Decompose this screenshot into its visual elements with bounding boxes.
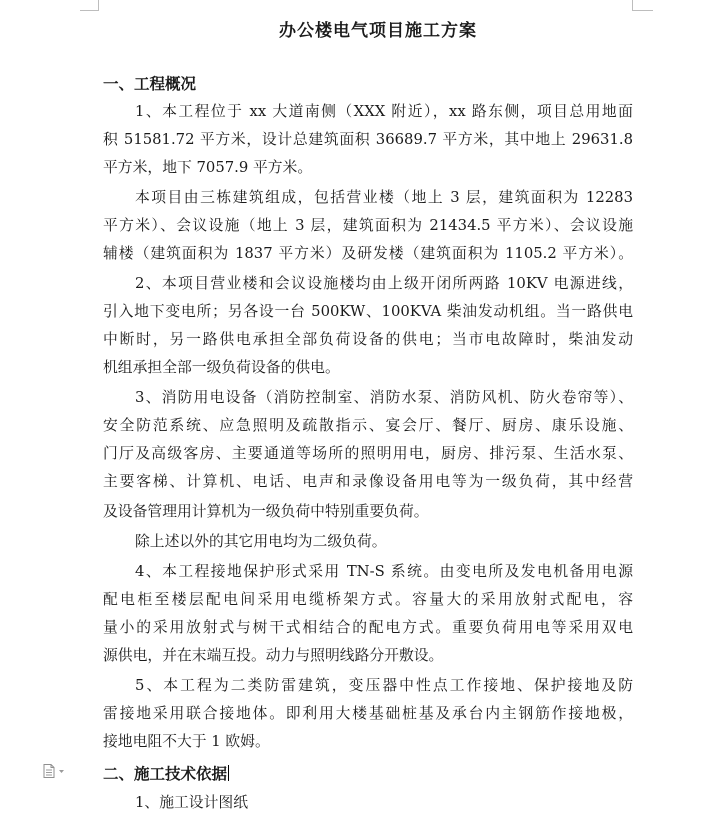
body-line: 引入地下变电所；另各设一台 500KW、100KVA 柴油发动机组。当一路供电 bbox=[103, 303, 633, 320]
section-heading-overview: 一、工程概况 bbox=[103, 74, 197, 93]
body-line: 接地电阻不大于 1 欧姆。 bbox=[103, 733, 270, 750]
body-line: 本项目由三栋建筑组成，包括营业楼（地上 3 层，建筑面积为 12283 bbox=[135, 189, 633, 206]
body-line: 除上述以外的其它用电均为二级负荷。 bbox=[135, 533, 387, 550]
body-line: 机组承担全部一级负荷设备的供电。 bbox=[103, 359, 340, 376]
body-line: 2、本项目营业楼和会议设施楼均由上级开闭所两路 10KV 电源进线， bbox=[135, 275, 633, 292]
crop-mark-top-left bbox=[80, 0, 99, 11]
section-heading-text: 二、施工技术依据 bbox=[103, 764, 228, 783]
crop-mark-top-right bbox=[632, 0, 653, 11]
list-item: 1、施工设计图纸 bbox=[135, 794, 248, 811]
document-options-icon[interactable] bbox=[42, 763, 66, 777]
body-line: 主要客梯、计算机、电话、电声和录像设备用电等为一级负荷，其中经营 bbox=[103, 473, 633, 490]
body-line: 雷接地采用联合接地体。即利用大楼基础桩基及承台内主钢筋作接地极， bbox=[103, 705, 633, 722]
body-line: 中断时，另一路供电承担全部负荷设备的供电；当市电故障时，柴油发动 bbox=[103, 331, 633, 348]
body-line: 门厅及高级客房、主要通道等场所的照明用电，厨房、排污泵、生活水泵、 bbox=[103, 445, 633, 462]
body-line: 平方米，地下 7057.9 平方米。 bbox=[103, 159, 313, 176]
body-line: 积 51581.72 平方米，设计总建筑面积 36689.7 平方米，其中地上 29631.8 bbox=[103, 131, 633, 148]
body-line: 源供电，并在末端互投。动力与照明线路分开敷设。 bbox=[103, 647, 444, 664]
body-line: 量小的采用放射式与树干式相结合的配电方式。重要负荷用电等采用双电 bbox=[103, 619, 633, 636]
body-line: 平方米）、会议设施（地上 3 层，建筑面积为 21434.5 平方米）、会议设施 bbox=[103, 217, 633, 234]
body-line: 配电柜至楼层配电间采用电缆桥架方式。容量大的采用放射式配电，容 bbox=[103, 591, 633, 608]
body-line: 4、本工程接地保护形式采用 TN-S 系统。由变电所及发电机备用电源 bbox=[135, 563, 633, 580]
section-heading-technical-basis[interactable] bbox=[103, 762, 229, 784]
body-line: 1、本工程位于 xx 大道南侧（XXX 附近），xx 路东侧，项目总用地面 bbox=[135, 103, 633, 120]
body-line: 5、本工程为二类防雷建筑，变压器中性点工作接地、保护接地及防 bbox=[135, 677, 633, 694]
body-line: 辅楼（建筑面积为 1837 平方米）及研发楼（建筑面积为 1105.2 平方米）。 bbox=[103, 245, 633, 262]
body-line: 安全防范系统、应急照明及疏散指示、宴会厅、餐厅、厨房、康乐设施、 bbox=[103, 417, 633, 434]
text-cursor bbox=[228, 765, 229, 781]
document-title: 办公楼电气项目施工方案 bbox=[279, 21, 477, 41]
body-line: 3、消防用电设备（消防控制室、消防水泵、消防风机、防火卷帘等）、 bbox=[135, 389, 633, 406]
body-line: 及设备管理用计算机为一级负荷中特别重要负荷。 bbox=[103, 503, 429, 520]
